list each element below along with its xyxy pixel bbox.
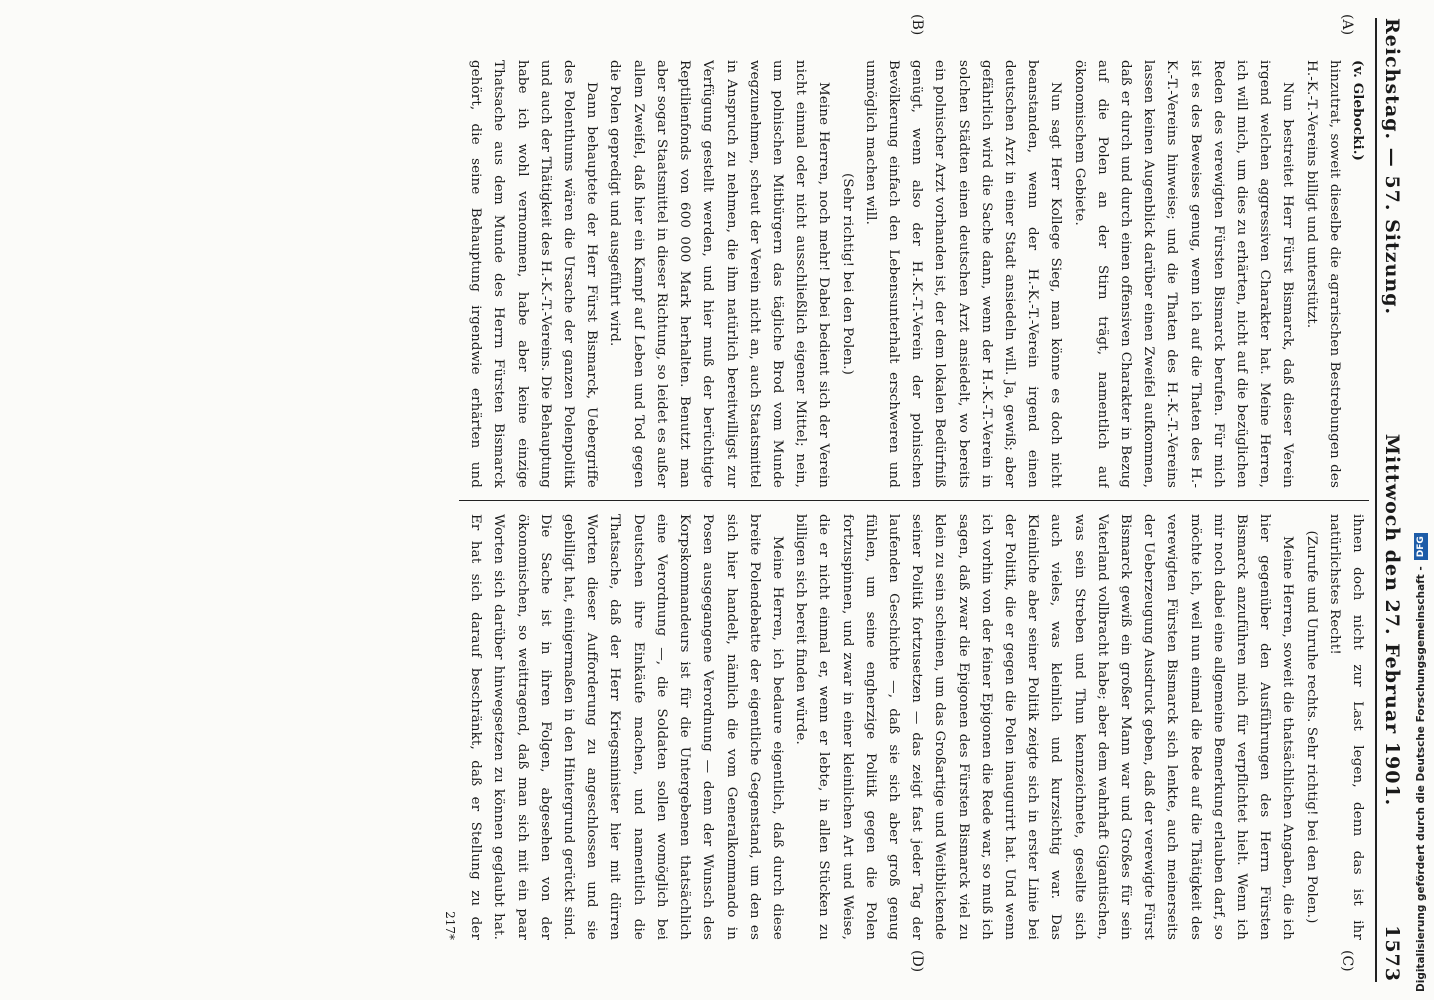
- left-column: [459, 60, 1369, 488]
- paragraph: Dann behauptete der Herr Fürst Bismarck, Uebergriffe des Polenthums wären die Ursache der ganzen Polenpolitik und auch der Thätigkeit des H.-K.-T.-Vereins. Die Behauptung habe ich wohl vernommen, habe aber keine einzige Thatsache aus dem Munde des Herrn Fürsten Bismarck gehört, die seine Behauptung irgendwie erhärten und: [468, 60, 600, 488]
- interjection: (Zurufe und Unruhe rechts. Sehr richtig! bei den Polen.): [1303, 530, 1319, 924]
- interjection: (Sehr richtig! bei den Polen.): [839, 172, 855, 376]
- margin-letter-b: (B): [909, 14, 925, 36]
- page-number: 1573: [1381, 925, 1403, 982]
- paragraph: Meine Herren, ich bedaure eigentlich, daß durch diese breite Polendebatte der eigentliche Gegenstand, um den es sich hier handelt, nämlich die vom Generalkommando in Posen ausgegangene Verordnung — denn der Wunsch des Korpskommandeurs ist für die Untergebenen thatsächlich eine Verordnung —, die Soldaten sollen womöglich bei Deutschen ihre Einkäufe machen, und namentlich die Thatsache, daß der Herr Kriegsminister hier mit dürren Worten dieser Aufforderung zu angeschlossen und sie gebilligt hat, einigermaßen in den Hintergrund gerückt sind. Die Sache ist in ihren Folgen, abgesehen von der ökonomischen, so weittragend, daß man sich mit ein paar Worten sich darüber hinwegsetzen zu können geglaubt hat. Er hat sich darauf beschränkt, daß er Stellung zu der: [468, 514, 785, 940]
- running-head-center: Mittwoch den 27. Februar 1901.: [1381, 433, 1403, 807]
- right-column: [459, 514, 1369, 940]
- header-rule: [1375, 18, 1377, 982]
- dfg-logo: DFG: [1414, 533, 1428, 560]
- sheet-number: 217*: [443, 911, 457, 940]
- paragraph: Meine Herren, noch mehr! Dabei bedient sich der Verein nicht einmal oder nicht ausschließlich eigener Mittel; nein, um polnischen Mitbürgern das tägliche Brod vom Munde wegzunehmen, scheut der Verein nicht an, auch Staatsmittel in Anspruch zu nehmen, die ihm natürlich bereitwilligst zur Verfügung gestellt werden, und hier muß der berüchtigte Reptilienfonds von 600 000 Mark herhalten. Benutzt man aber sogar Staatsmittel in dieser Richtung, so leidet es außer allem Zweifel, daß hier ein Kampf auf Leben und Tod gegen die Polen gepredigt und ausgeführt wird.: [607, 60, 832, 488]
- paragraph: Nun bestreitet Herr Fürst Bismarck, daß dieser Verein irgend welchen aggressiven Charakter hat. Meine Herren, ich will mich, um dies zu erhärten, nicht auf die bezüglichen Reden des verewigten Fürsten Bismarck berufen. Für mich ist es des Beweises genug, wenn ich auf die Thaten des H.-K.-T.-Vereins hinweise; und die Thaten des H.-K.-T.-Vereins lassen keinen Augenblick darüber einen Zweifel aufkommen, daß er durch und durch einen offensiven Charakter in Bezug auf die Polen an der Stirn trägt, namentlich auf ökonomischem Gebiete.: [1071, 60, 1296, 488]
- running-head-left: Reichstag. — 57. Sitzung.: [1381, 18, 1403, 316]
- margin-letter-c: (C): [1339, 950, 1355, 972]
- margin-letter-a: (A): [1339, 14, 1355, 36]
- paragraph: Nun sagt Herr Kollege Sieg, man könne es doch nicht beanstanden, wenn der H.-K.-T.-Verein irgend einen deutschen Arzt in einer Stadt ansiedeln will. Ja, gewiß; aber gefährlich wird die Sache dann, wenn der H.-K.-T.-Verein in solchen Städten einen deutschen Arzt ansiedelt, wo bereits ein polnischer Arzt vorhanden ist, der dem lokalen Bedürfniß genügt, wenn also der H.-K.-T.-Verein der polnischen Bevölkerung einfach den Lebensunterhalt erschweren und unmöglich machen will.: [862, 60, 1064, 488]
- digitization-credit-text: [1412, 8, 1430, 992]
- margin-letter-d: (D): [909, 950, 925, 973]
- column-divider: [459, 500, 1369, 501]
- speaker-name: (v. Glebocki.): [1350, 60, 1366, 162]
- digitization-credit: [1412, 8, 1430, 992]
- paragraph: hinzutrat, soweit dieselbe die agrarischen Bestrebungen des H.-K.-T.-Vereins billigt und unterstützt.: [1303, 60, 1342, 488]
- rotated-page-frame: [45, 0, 1425, 1000]
- credit-text: Digitalisierung gefördert durch die Deutsche Forschungsgemeinschaft -: [1415, 566, 1427, 992]
- paragraph: ihnen doch nicht zur Last legen, denn das ist ihr natürlichstes Recht!: [1326, 514, 1365, 940]
- paragraph: Meine Herren, soweit die thatsächlichen Angaben, die ich hier gegenüber den Ausführungen des Herrn Fürsten Bismarck anzuführen mich für verpflichtet hielt. Wenn ich mir noch dabei eine allgemeine Bemerkung erlauben darf, so möchte ich, weil nun einmal die Rede auf die Thätigkeit des verewigten Fürsten Bismarck sich lenkte, auch meinerseits der Ueberzeugung Ausdruck geben, daß der verewigte Fürst Bismarck gewiß ein großer Mann war und Großes für sein Vaterland vollbracht habe; aber dem wahrhaft Gigantischen, was sein Streben und Thun kennzeichnete, gesellte sich auch vieles, was kleinlich und kurzsichtig war. Das Kleinliche aber seiner Politik zeigte sich in erster Linie bei der Politik, die er gegen die Polen inaugurirt hat. Und wenn ich vorhin von der feiner Epigonen die Rede war, so muß ich sagen, daß zwar die Epigonen des Fürsten Bismarck viel zu klein zu sein scheinen, um das Großartige und Weitblickende seiner Politik fortzusetzen — das zeigt fast jeder Tag der laufenden Geschichte —, daß sie sich aber groß genug fühlen, um seine engherzige Politik gegen die Polen fortzuspinnen, und zwar in einer kleinlichen Art und Weise, die er nicht einmal er, wenn er lebte, in allen Stücken zu billigen sich bereit finden würde.: [793, 514, 1296, 940]
